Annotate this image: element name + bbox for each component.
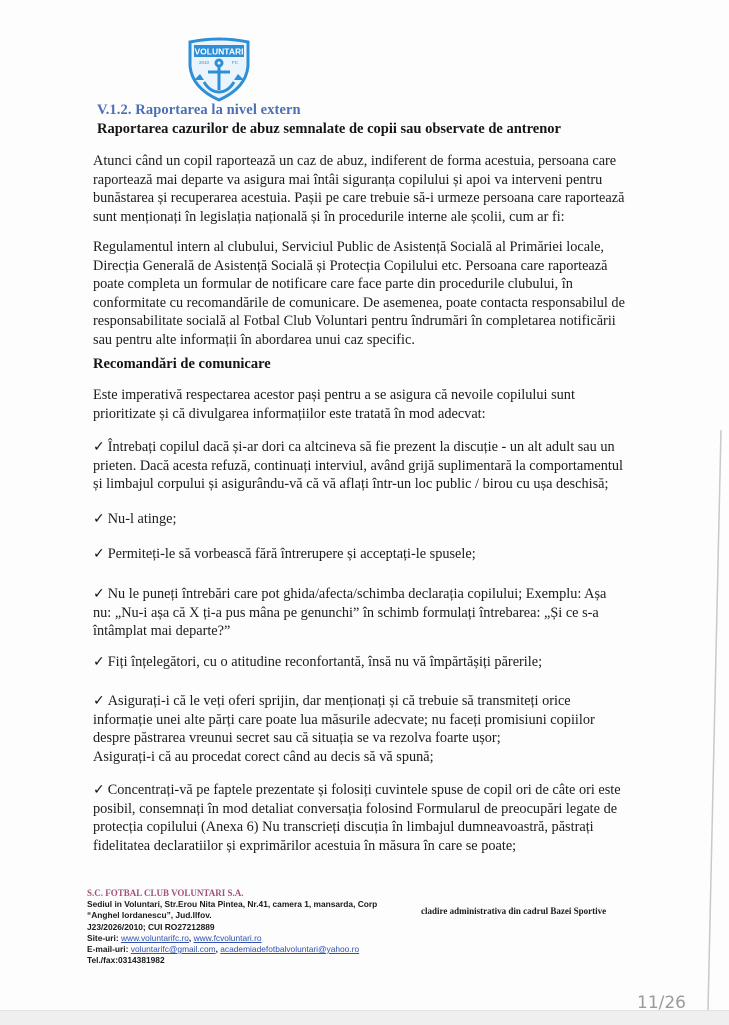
viewer-bottom-bar	[0, 1010, 729, 1025]
footer-sites	[87, 933, 377, 944]
item-text: nu: „Nu-i așa că X ți-a pus mâna pe genunchi” în schimb formulați întrebarea: „Și ce s-a	[93, 604, 599, 621]
checkmark-icon: ✓	[93, 439, 105, 455]
footer-address-2: “Anghel Iordanescu”, Jud.Ilfov.	[87, 910, 212, 921]
separator: ,	[188, 932, 194, 943]
email-link-2[interactable]: academiadefotbalvoluntari@yahoo.ro	[220, 944, 360, 955]
intro-paragraph	[93, 152, 653, 226]
checklist-item	[93, 781, 653, 855]
footer-phone: Tel./fax:0314381982	[87, 955, 165, 966]
checklist-item	[93, 438, 653, 494]
page-footer	[87, 888, 377, 966]
club-logo	[186, 36, 252, 102]
email-link-1[interactable]: voluntarifc@gmail.com	[130, 944, 216, 955]
emails-label: E-mail-uri:	[87, 944, 131, 955]
separator: ,	[215, 944, 221, 955]
site-link-2[interactable]: www.fcvoluntari.ro	[193, 932, 262, 943]
checklist-item	[93, 653, 653, 672]
page-indicator: 11/26	[637, 993, 686, 1013]
checkmark-icon: ✓	[93, 546, 105, 562]
paragraph-line: sunt menționați în legislația națională și în procedurile interne ale școlii, cum ar fi:	[93, 208, 565, 225]
sites-label: Site-uri:	[87, 932, 121, 943]
item-text: posibil, consemnați în mod detaliat conversația folosind Formularul de preocupări legate de	[93, 800, 618, 817]
paragraph-line: Este imperativă respectarea acestor pași pentru a se asigura că nevoile copilului sunt	[93, 387, 575, 403]
item-text: întâmplat mai departe?”	[93, 623, 231, 640]
paragraph-line: Direcția Generală de Asistență Socială și Protecția Copilului etc. Persoana care raportează	[93, 257, 608, 274]
item-text: prieten. Dacă acesta refuză, continuați interviul, având grijă suplimentară la comportamentul	[93, 457, 623, 474]
checklist-item	[93, 545, 653, 564]
paragraph-line: prioritizate și că divulgarea informațiilor este tratată în mod adecvat:	[93, 405, 486, 422]
communication-heading: Recomandări de comunicare	[93, 356, 271, 372]
checkmark-icon: ✓	[93, 586, 105, 602]
item-text: Concentrați-vă pe faptele prezentate și folosiți cuvintele spuse de copil ori de câte ori este	[107, 782, 621, 798]
paragraph-line: Atunci când un copil raportează un caz de abuz, indiferent de forma acestuia, persoana care	[93, 153, 617, 169]
section-title: V.1.2. Raportarea la nivel extern	[97, 102, 301, 118]
paragraph-line: sau pentru alte informații în abordarea unui caz specific.	[93, 331, 415, 348]
checkmark-icon: ✓	[93, 511, 105, 527]
logo-text: VOLUNTARI	[194, 46, 244, 57]
logo-left-mark: 2010	[199, 60, 210, 65]
item-text: despre păstrarea vreunui secret sau că situația se va rezolva foarte ușor;	[93, 730, 501, 747]
item-text: Asigurați-i că au procedat corect când au decis să vă spună;	[93, 748, 434, 765]
checkmark-icon: ✓	[93, 693, 105, 709]
section-subtitle: Raportarea cazurilor de abuz semnalate de copii sau observate de antrenor	[97, 121, 561, 137]
item-text: și limbajul corpului și asigurându-vă că vă aflați într-un loc public / birou cu ușa deschisă;	[93, 476, 609, 493]
item-text: Nu le puneți întrebări care pot ghida/afecta/schimba declarația copilului; Exemplu: Așa	[107, 586, 607, 602]
paragraph-line: Regulamentul intern al clubului, Serviciul Public de Asistență Socială al Primăriei locale,	[93, 239, 604, 255]
logo-right-mark: FC	[232, 60, 238, 65]
footer-building-note: cladire administrativa din cadrul Bazei Sportive	[421, 906, 607, 916]
paragraph-line: bunăstarea și recuperarea acestuia. Pașii pe care trebuie să-i urmeze persoana care raportează	[93, 190, 625, 207]
item-text: protecția copilului (Anexa 6) Nu transcrieți discuția în limbajul dumneavoastră, păstrați	[93, 819, 594, 836]
paragraph-line: raportează mai departe va asigura mai întâi siguranța copilului și apoi va interveni pentru	[93, 171, 603, 188]
checklist-item	[93, 585, 653, 641]
item-text: Nu-l atinge;	[107, 511, 177, 527]
site-link-1[interactable]: www.voluntarifc.ro	[120, 932, 189, 943]
footer-emails	[87, 944, 377, 955]
item-text: Asigurați-i că le veți oferi sprijin, dar menționați și că trebuie să transmiteți orice	[107, 693, 571, 709]
checkmark-icon: ✓	[93, 654, 105, 670]
imperative-paragraph	[93, 386, 653, 423]
item-text: fidelitatea declaratiilor și exprimărilor acestuia în măsura în care se poate;	[93, 837, 517, 854]
paragraph-line: poate completa un formular de notificare care face parte din procedurile clubului, în	[93, 276, 573, 293]
paragraph-line: responsabilitate socială al Fotbal Club Voluntari pentru îndrumări în completarea notificării	[93, 313, 616, 330]
item-text: informație unei alte părți care poate lua măsurile adecvate; nu faceți promisiuni copiilor	[93, 711, 595, 728]
checklist-item	[93, 692, 653, 766]
footer-company: S.C. FOTBAL CLUB VOLUNTARI S.A.	[87, 888, 244, 898]
item-text: Permiteți-le să vorbească fără întrerupere și acceptați-le spusele;	[107, 546, 476, 562]
footer-registration: J23/2026/2010; CUI RO27212889	[87, 921, 215, 932]
footer-address-1: Sediul in Voluntari, Str.Erou Nita Pintea, Nr.41, camera 1, mansarda, Corp	[87, 899, 378, 910]
item-text: Fiți înțelegători, cu o atitudine reconfortantă, însă nu vă împărtășiți părerile;	[107, 654, 543, 670]
checklist-item	[93, 510, 653, 529]
procedures-paragraph	[93, 238, 653, 350]
item-text: Întrebați copilul dacă și-ar dori ca altcineva să fie prezent la discuție - un alt adult sau un	[107, 439, 615, 455]
paragraph-line: conformitate cu recomandările de comunicare. De asemenea, poate contacta responsabilul de	[93, 294, 625, 311]
checkmark-icon: ✓	[93, 782, 105, 798]
